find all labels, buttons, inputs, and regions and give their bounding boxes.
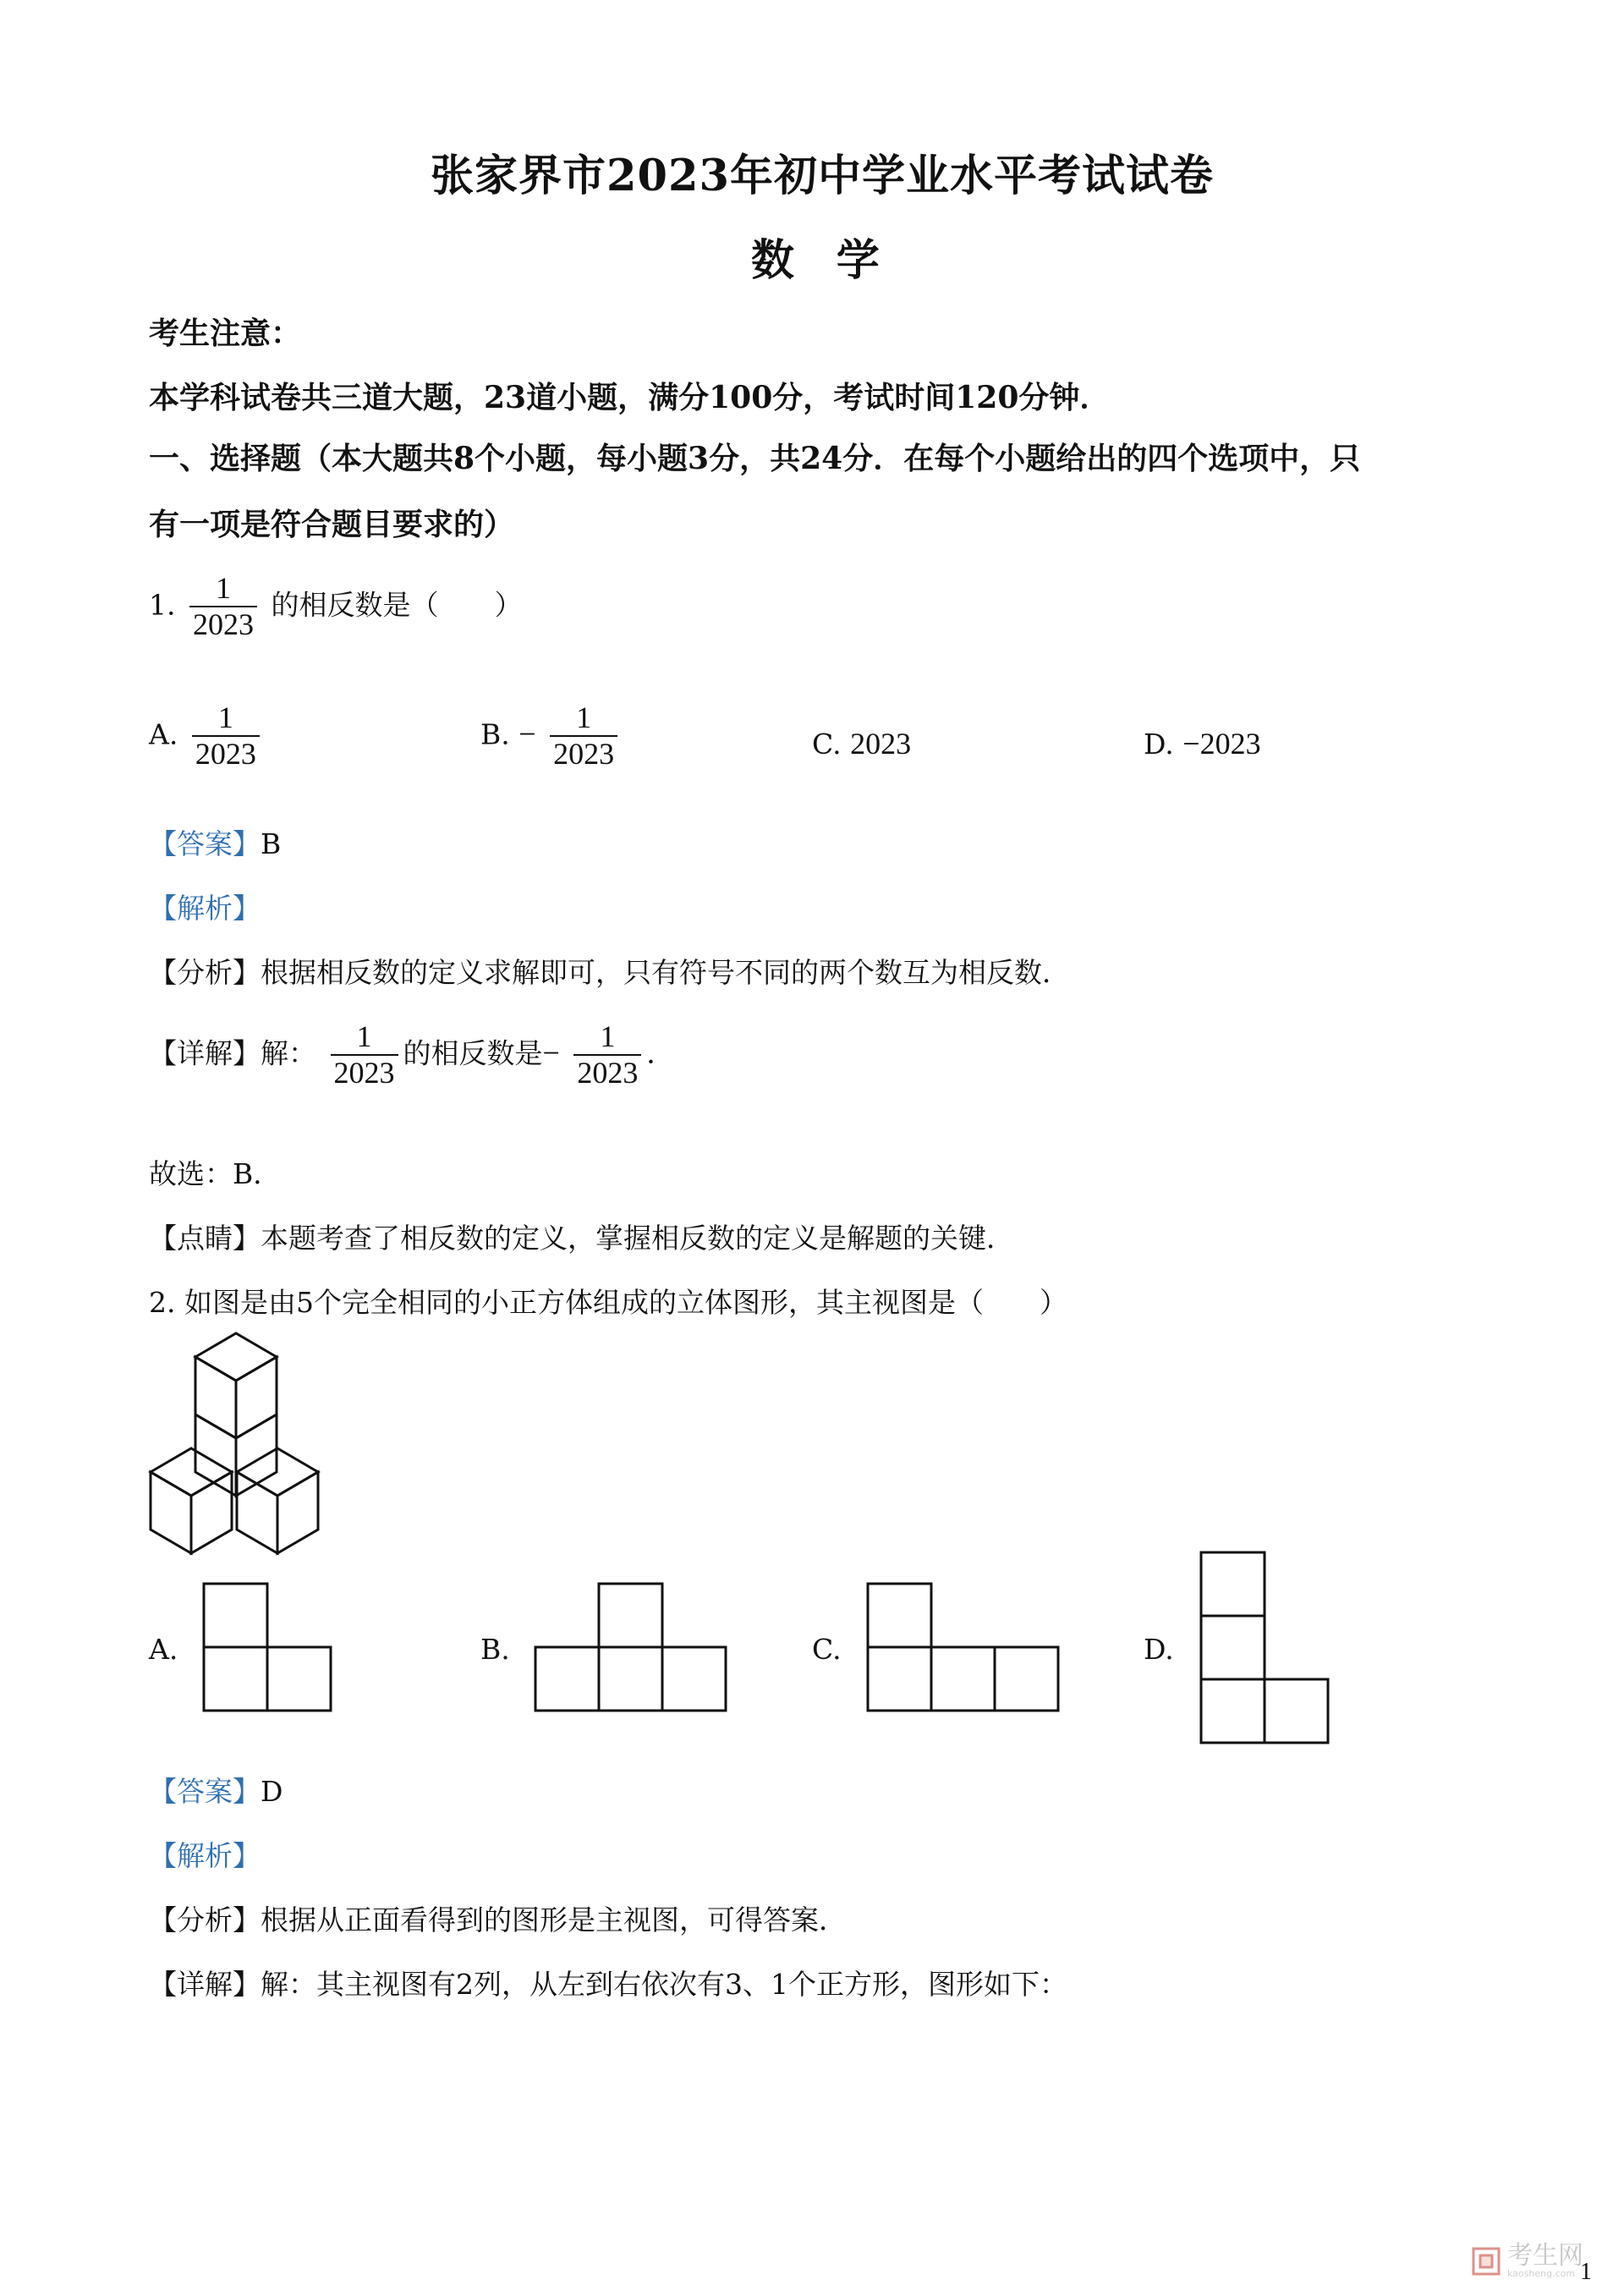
q2-option-d-figure xyxy=(0,0,1,1)
q1-frac-den: 2023 xyxy=(189,606,257,642)
q1-answer xyxy=(149,822,281,862)
watermark-text-block xyxy=(1507,2241,1583,2279)
watermark-subtext: kaosheng.com xyxy=(1507,2268,1576,2279)
q1-detail-den2: 2023 xyxy=(573,1054,641,1090)
q1-detail-mid: 的相反数是 xyxy=(403,1036,543,1070)
q1-option-c-text: 2023 xyxy=(850,727,912,761)
q1-option-b-label: B. xyxy=(480,717,510,751)
q1-detail-prefix: 解： xyxy=(261,1036,316,1070)
notice-label: 考生注意： xyxy=(149,316,302,351)
q2-option-a-label: A. xyxy=(149,1633,178,1666)
q1-stem-suffix: 的相反数是（ ） xyxy=(271,588,523,622)
q2-detail-text: 解：其主视图有2列，从左到右依次有3、1个正方形，图形如下： xyxy=(261,1968,1067,2001)
q1-choice: 故选：B． xyxy=(149,1157,282,1190)
q1-dianjing-tag: 【点睛】 xyxy=(149,1222,261,1255)
q1-option-b-den: 2023 xyxy=(550,735,617,772)
q1-stem xyxy=(149,571,523,643)
q2-option-d-label: D. xyxy=(1144,1633,1174,1666)
q1-option-d-label: D. xyxy=(1144,728,1174,761)
q1-option-a xyxy=(149,700,265,772)
watermark-text: 考生网 xyxy=(1507,2241,1583,2271)
q1-detail-fraction xyxy=(331,1019,398,1091)
q2-fenxi-tag: 【分析】 xyxy=(149,1903,261,1936)
cube-left xyxy=(151,1448,232,1553)
q1-option-b xyxy=(480,700,623,772)
q1-option-a-den: 2023 xyxy=(192,735,260,772)
subject-title: 数 学 xyxy=(751,235,881,286)
q1-analysis-tag: 【解析】 xyxy=(149,892,261,925)
q1-detail-num: 1 xyxy=(356,1019,372,1053)
q2-answer-value: D xyxy=(261,1775,283,1808)
q2-detail xyxy=(149,1963,1067,2002)
q1-detail-fraction2 xyxy=(573,1019,641,1091)
q2-stem: 2. 如图是由5个完全相同的小正方体组成的立体图形，其主视图是（ ） xyxy=(149,1286,1067,1319)
q1-detail-tag: 【详解】 xyxy=(149,1036,261,1070)
q2-option-c-label: C. xyxy=(812,1633,842,1666)
q1-detail xyxy=(149,1019,674,1091)
q2-answer xyxy=(149,1770,283,1810)
q1-option-d xyxy=(1144,726,1261,761)
section1-heading-line1: 一、选择题（本大题共8个小题，每小题3分，共24分．在每个小题给出的四个选项中，只 xyxy=(149,441,1361,476)
q1-fraction xyxy=(189,571,257,643)
page-number: 1 xyxy=(1580,2259,1592,2285)
q1-detail-num2: 1 xyxy=(600,1019,616,1053)
q1-option-c xyxy=(812,726,911,761)
q1-option-b-sign: − xyxy=(518,717,536,751)
watermark xyxy=(1472,2241,1583,2279)
q1-frac-num: 1 xyxy=(216,571,231,605)
q2-fenxi xyxy=(149,1898,847,1938)
q1-fenxi-text: 根据相反数的定义求解即可，只有符号不同的两个数互为相反数． xyxy=(261,956,1070,989)
q1-option-a-fraction xyxy=(192,700,260,772)
q1-number: 1. xyxy=(149,588,176,622)
q2-fenxi-text: 根据从正面看得到的图形是主视图，可得答案． xyxy=(261,1903,847,1936)
q1-option-d-text: −2023 xyxy=(1182,727,1261,761)
q1-dianjing xyxy=(149,1217,1014,1256)
q2-analysis-tag: 【解析】 xyxy=(149,1839,261,1872)
q1-fenxi xyxy=(149,951,1070,991)
q1-fenxi-tag: 【分析】 xyxy=(149,956,261,989)
notice-text: 本学科试卷共三道大题，23道小题，满分100分，考试时间120分钟． xyxy=(149,380,1111,415)
q1-option-b-fraction xyxy=(550,700,617,772)
q1-option-c-label: C. xyxy=(812,728,842,761)
q2-option-b-label: B. xyxy=(480,1633,510,1666)
watermark-logo-icon xyxy=(1472,2247,1501,2276)
q1-detail-end: ． xyxy=(646,1036,675,1070)
section1-heading-line2: 有一项是符合题目要求的） xyxy=(149,507,515,542)
q1-dianjing-text: 本题考查了相反数的定义，掌握相反数的定义是解题的关键． xyxy=(261,1222,1014,1255)
q1-detail-den: 2023 xyxy=(331,1054,398,1090)
q1-option-a-label: A. xyxy=(149,717,178,751)
q1-option-a-num: 1 xyxy=(217,700,233,734)
q2-detail-tag: 【详解】 xyxy=(149,1968,261,2001)
q1-answer-value: B xyxy=(261,827,282,860)
q1-detail-sign: − xyxy=(542,1035,560,1070)
exam-title: 张家界市2023年初中学业水平考试试卷 xyxy=(431,151,1214,201)
q1-answer-tag: 【答案】 xyxy=(149,827,261,860)
q1-option-b-num: 1 xyxy=(576,700,592,734)
q2-answer-tag: 【答案】 xyxy=(149,1775,261,1808)
